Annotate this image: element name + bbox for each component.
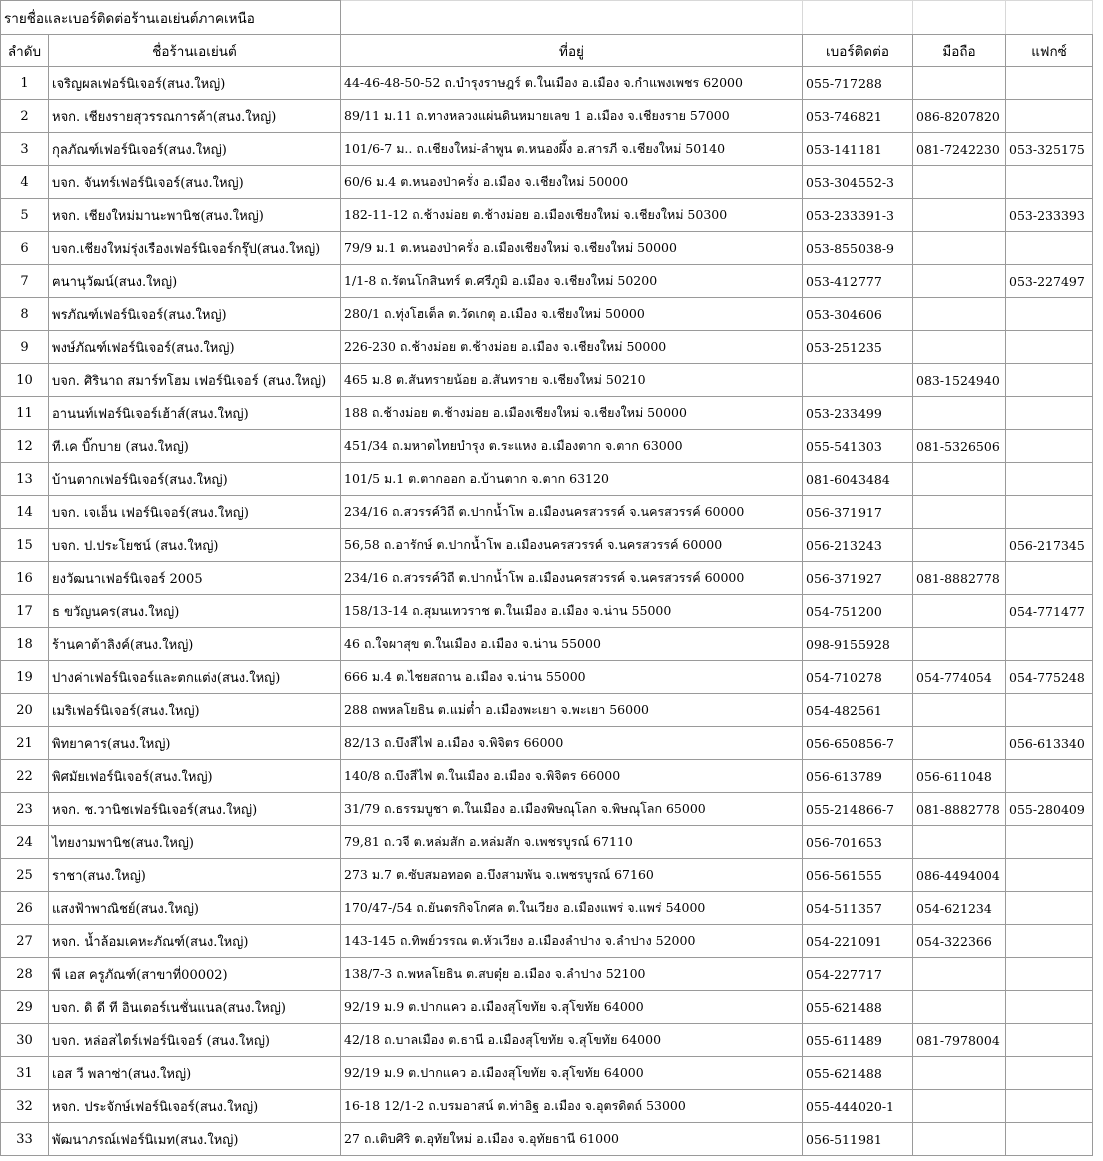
table-row: [1, 826, 1093, 859]
cell-index[interactable]: 27: [1, 925, 49, 958]
cell-fax[interactable]: [1006, 892, 1093, 925]
cell-agent-name[interactable]: ราชา(สนง.ใหญ่): [49, 859, 341, 892]
cell-phone[interactable]: 054-221091: [803, 925, 913, 958]
cell-index[interactable]: 17: [1, 595, 49, 628]
table-row: [1, 628, 1093, 661]
cell-fax[interactable]: [1006, 496, 1093, 529]
table-row: [1, 331, 1093, 364]
cell-address[interactable]: 182-11-12 ถ.ช้างม่อย ต.ช้างม่อย อ.เมืองเชียงใหม่ จ.เชียงใหม่ 50300: [341, 199, 803, 232]
cell-index[interactable]: 30: [1, 1024, 49, 1057]
cell-address[interactable]: 138/7-3 ถ.พหลโยธิน ต.สบตุ๋ย อ.เมือง จ.ลำปาง 52100: [341, 958, 803, 991]
cell-phone[interactable]: 053-412777: [803, 265, 913, 298]
cell-index[interactable]: 10: [1, 364, 49, 397]
cell-index[interactable]: 6: [1, 232, 49, 265]
table-row: [1, 562, 1093, 595]
cell-mobile[interactable]: [913, 529, 1006, 562]
cell-address[interactable]: 273 ม.7 ต.ซับสมอทอด อ.บึงสามพัน จ.เพชรบูรณ์ 67160: [341, 859, 803, 892]
cell-agent-name[interactable]: เจริญผลเฟอร์นิเจอร์(สนง.ใหญ่): [49, 67, 341, 100]
sheet-title[interactable]: รายชื่อและเบอร์ติดต่อร้านเอเย่นต์ภาคเหนือ: [1, 1, 341, 35]
cell-mobile[interactable]: [913, 463, 1006, 496]
table-row: [1, 265, 1093, 298]
cell-index[interactable]: 13: [1, 463, 49, 496]
cell-mobile[interactable]: [913, 628, 1006, 661]
cell-fax[interactable]: [1006, 1024, 1093, 1057]
cell-mobile[interactable]: [913, 826, 1006, 859]
cell-agent-name[interactable]: พิทยาคาร(สนง.ใหญ่): [49, 727, 341, 760]
cell-mobile[interactable]: [913, 595, 1006, 628]
empty-cell[interactable]: [341, 1, 803, 35]
cell-agent-name[interactable]: ธ ขวัญนคร(สนง.ใหญ่): [49, 595, 341, 628]
cell-phone[interactable]: 055-621488: [803, 991, 913, 1024]
cell-address[interactable]: 288 ถพหลโยธิน ต.แม่ต๋ำ อ.เมืองพะเยา จ.พะเยา 56000: [341, 694, 803, 727]
cell-fax[interactable]: [1006, 232, 1093, 265]
cell-agent-name[interactable]: เอส วี พลาซ่า(สนง.ใหญ่): [49, 1057, 341, 1090]
cell-address[interactable]: 234/16 ถ.สวรรค์วิถี ต.ปากน้ำโพ อ.เมืองนครสวรรค์ จ.นครสวรรค์ 60000: [341, 562, 803, 595]
cell-address[interactable]: 143-145 ถ.ทิพย์วรรณ ต.หัวเวียง อ.เมืองลำปาง จ.ลำปาง 52000: [341, 925, 803, 958]
cell-agent-name[interactable]: บจก. หล่อสไตร์เฟอร์นิเจอร์ (สนง.ใหญ่): [49, 1024, 341, 1057]
cell-agent-name[interactable]: บจก. ดิ ดี ที อินเตอร์เนชั่นแนล(สนง.ใหญ่): [49, 991, 341, 1024]
cell-address[interactable]: 60/6 ม.4 ต.หนองป่าครั่ง อ.เมือง จ.เชียงใหม่ 50000: [341, 166, 803, 199]
cell-address[interactable]: 140/8 ถ.บึงสีไฟ ต.ในเมือง อ.เมือง จ.พิจิตร 66000: [341, 760, 803, 793]
cell-index[interactable]: 3: [1, 133, 49, 166]
cell-fax[interactable]: [1006, 991, 1093, 1024]
cell-address[interactable]: 31/79 ถ.ธรรมบูชา ต.ในเมือง อ.เมืองพิษณุโลก จ.พิษณุโลก 65000: [341, 793, 803, 826]
column-header-address[interactable]: ที่อยู่: [341, 35, 803, 67]
cell-mobile[interactable]: [913, 397, 1006, 430]
cell-mobile[interactable]: 054-774054: [913, 661, 1006, 694]
table-row: [1, 529, 1093, 562]
cell-phone[interactable]: 053-746821: [803, 100, 913, 133]
cell-index[interactable]: 1: [1, 67, 49, 100]
cell-address[interactable]: 16-18 12/1-2 ถ.บรมอาสน์ ต.ท่าอิฐ อ.เมือง จ.อุตรดิตถ์ 53000: [341, 1090, 803, 1123]
cell-agent-name[interactable]: หจก. ช.วานิชเฟอร์นิเจอร์(สนง.ใหญ่): [49, 793, 341, 826]
table-row: [1, 397, 1093, 430]
table-row: [1, 364, 1093, 397]
cell-mobile[interactable]: 081-8882778: [913, 793, 1006, 826]
cell-mobile[interactable]: [913, 298, 1006, 331]
table-row: [1, 232, 1093, 265]
cell-fax[interactable]: [1006, 298, 1093, 331]
cell-mobile[interactable]: 081-7978004: [913, 1024, 1006, 1057]
cell-address[interactable]: 280/1 ถ.ทุ่งโฮเต็ล ต.วัดเกตุ อ.เมือง จ.เชียงใหม่ 50000: [341, 298, 803, 331]
cell-fax[interactable]: 056-217345: [1006, 529, 1093, 562]
cell-fax[interactable]: 054-771477: [1006, 595, 1093, 628]
table-row: [1, 199, 1093, 232]
cell-fax[interactable]: [1006, 364, 1093, 397]
table-row: [1, 1123, 1093, 1156]
cell-mobile[interactable]: 081-7242230: [913, 133, 1006, 166]
empty-cell[interactable]: [803, 1, 913, 35]
cell-index[interactable]: 2: [1, 100, 49, 133]
column-header-mobile[interactable]: มือถือ: [913, 35, 1006, 67]
cell-index[interactable]: 5: [1, 199, 49, 232]
table-row: [1, 1024, 1093, 1057]
cell-agent-name[interactable]: บ้านตากเฟอร์นิเจอร์(สนง.ใหญ่): [49, 463, 341, 496]
cell-phone[interactable]: 053-233391-3: [803, 199, 913, 232]
cell-address[interactable]: 79,81 ถ.วจี ต.หล่มสัก อ.หล่มสัก จ.เพชรบูรณ์ 67110: [341, 826, 803, 859]
cell-agent-name[interactable]: พัฒนาภรณ์เฟอร์นิเมท(สนง.ใหญ่): [49, 1123, 341, 1156]
cell-agent-name[interactable]: พี เอส ครูภัณฑ์(สาขาที่00002): [49, 958, 341, 991]
cell-phone[interactable]: 053-855038-9: [803, 232, 913, 265]
cell-address[interactable]: 42/18 ถ.บาลเมือง ต.ธานี อ.เมืองสุโขทัย จ.สุโขทัย 64000: [341, 1024, 803, 1057]
cell-agent-name[interactable]: พิศมัยเฟอร์นิเจอร์(สนง.ใหญ่): [49, 760, 341, 793]
empty-cell[interactable]: [913, 1, 1006, 35]
table-row: [1, 892, 1093, 925]
cell-agent-name[interactable]: บจก.เชียงใหม่รุ่งเรืองเฟอร์นิเจอร์กรุ๊ป(สนง.ใหญ่): [49, 232, 341, 265]
table-row: [1, 496, 1093, 529]
cell-fax[interactable]: 055-280409: [1006, 793, 1093, 826]
cell-index[interactable]: 21: [1, 727, 49, 760]
cell-phone[interactable]: 053-233499: [803, 397, 913, 430]
cell-index[interactable]: 19: [1, 661, 49, 694]
cell-mobile[interactable]: [913, 199, 1006, 232]
cell-phone[interactable]: 055-621488: [803, 1057, 913, 1090]
cell-mobile[interactable]: [913, 694, 1006, 727]
cell-mobile[interactable]: 081-8882778: [913, 562, 1006, 595]
table-row: [1, 133, 1093, 166]
cell-phone[interactable]: 056-511981: [803, 1123, 913, 1156]
title-row: [1, 1, 1093, 35]
cell-address[interactable]: 234/16 ถ.สวรรค์วิถี ต.ปากน้ำโพ อ.เมืองนครสวรรค์ จ.นครสวรรค์ 60000: [341, 496, 803, 529]
cell-agent-name[interactable]: ร้านคาต้าลิงค์(สนง.ใหญ่): [49, 628, 341, 661]
cell-phone[interactable]: 054-710278: [803, 661, 913, 694]
cell-fax[interactable]: [1006, 100, 1093, 133]
cell-agent-name[interactable]: หจก. น้ำล้อมเคหะภัณฑ์(สนง.ใหญ่): [49, 925, 341, 958]
cell-index[interactable]: 22: [1, 760, 49, 793]
cell-phone[interactable]: 098-9155928: [803, 628, 913, 661]
cell-agent-name[interactable]: ปางค่าเฟอร์นิเจอร์และตกแต่ง(สนง.ใหญ่): [49, 661, 341, 694]
cell-index[interactable]: 11: [1, 397, 49, 430]
cell-fax[interactable]: [1006, 925, 1093, 958]
cell-phone[interactable]: 056-213243: [803, 529, 913, 562]
cell-fax[interactable]: [1006, 463, 1093, 496]
cell-fax[interactable]: [1006, 628, 1093, 661]
cell-address[interactable]: 451/34 ถ.มหาดไทยบำรุง ต.ระแหง อ.เมืองตาก จ.ตาก 63000: [341, 430, 803, 463]
cell-fax[interactable]: [1006, 397, 1093, 430]
cell-agent-name[interactable]: ไทยงามพานิช(สนง.ใหญ่): [49, 826, 341, 859]
cell-agent-name[interactable]: ยงวัฒนาเฟอร์นิเจอร์ 2005: [49, 562, 341, 595]
cell-index[interactable]: 18: [1, 628, 49, 661]
cell-mobile[interactable]: 083-1524940: [913, 364, 1006, 397]
cell-fax[interactable]: [1006, 958, 1093, 991]
cell-phone[interactable]: 053-141181: [803, 133, 913, 166]
cell-fax[interactable]: [1006, 760, 1093, 793]
column-header-name[interactable]: ชื่อร้านเอเย่นต์: [49, 35, 341, 67]
cell-fax[interactable]: [1006, 1123, 1093, 1156]
column-header-index[interactable]: ลำดับ: [1, 35, 49, 67]
cell-fax[interactable]: [1006, 331, 1093, 364]
cell-index[interactable]: 14: [1, 496, 49, 529]
cell-index[interactable]: 25: [1, 859, 49, 892]
cell-fax[interactable]: [1006, 1090, 1093, 1123]
cell-phone[interactable]: 055-717288: [803, 67, 913, 100]
cell-phone[interactable]: 055-444020-1: [803, 1090, 913, 1123]
table-row: [1, 694, 1093, 727]
table-row: [1, 595, 1093, 628]
cell-index[interactable]: 7: [1, 265, 49, 298]
table-row: [1, 958, 1093, 991]
cell-index[interactable]: 16: [1, 562, 49, 595]
cell-agent-name[interactable]: บจก. เจเอ็น เฟอร์นิเจอร์(สนง.ใหญ่): [49, 496, 341, 529]
cell-phone[interactable]: 053-304552-3: [803, 166, 913, 199]
cell-mobile[interactable]: [913, 331, 1006, 364]
cell-mobile[interactable]: [913, 1057, 1006, 1090]
cell-agent-name[interactable]: ฅนานุวัฒน์(สนง.ใหญ่): [49, 265, 341, 298]
cell-phone[interactable]: 055-611489: [803, 1024, 913, 1057]
cell-phone[interactable]: 056-561555: [803, 859, 913, 892]
table-row: [1, 67, 1093, 100]
cell-address[interactable]: 46 ถ.ใจผาสุข ต.ในเมือง อ.เมือง จ.น่าน 55000: [341, 628, 803, 661]
cell-mobile[interactable]: [913, 1090, 1006, 1123]
cell-fax[interactable]: [1006, 694, 1093, 727]
table-row: [1, 727, 1093, 760]
empty-cell[interactable]: [1006, 1, 1093, 35]
cell-address[interactable]: 465 ม.8 ต.สันทรายน้อย อ.สันทราย จ.เชียงใหม่ 50210: [341, 364, 803, 397]
cell-mobile[interactable]: [913, 958, 1006, 991]
cell-index[interactable]: 12: [1, 430, 49, 463]
cell-address[interactable]: 101/6-7 ม.. ถ.เชียงใหม่-ลำพูน ต.หนองผึ้ง อ.สารภี จ.เชียงใหม่ 50140: [341, 133, 803, 166]
cell-phone[interactable]: 056-650856-7: [803, 727, 913, 760]
cell-mobile[interactable]: 081-5326506: [913, 430, 1006, 463]
table-row: [1, 925, 1093, 958]
cell-fax[interactable]: 053-227497: [1006, 265, 1093, 298]
cell-mobile[interactable]: [913, 1123, 1006, 1156]
cell-phone[interactable]: 055-541303: [803, 430, 913, 463]
cell-address[interactable]: 27 ถ.เติบศิริ ต.อุทัยใหม่ อ.เมือง จ.อุทัยธานี 61000: [341, 1123, 803, 1156]
cell-fax[interactable]: [1006, 562, 1093, 595]
cell-agent-name[interactable]: หจก. เชียงรายสุวรรณการค้า(สนง.ใหญ่): [49, 100, 341, 133]
cell-address[interactable]: 1/1-8 ถ.รัตนโกสินทร์ ต.ศรีภูมิ อ.เมือง จ.เชียงใหม่ 50200: [341, 265, 803, 298]
cell-agent-name[interactable]: บจก. ป.ประโยชน์ (สนง.ใหญ่): [49, 529, 341, 562]
table-row: [1, 661, 1093, 694]
cell-address[interactable]: 666 ม.4 ต.ไชยสถาน อ.เมือง จ.น่าน 55000: [341, 661, 803, 694]
cell-address[interactable]: 188 ถ.ช้างม่อย ต.ช้างม่อย อ.เมืองเชียงใหม่ จ.เชียงใหม่ 50000: [341, 397, 803, 430]
cell-phone[interactable]: 056-613789: [803, 760, 913, 793]
cell-mobile[interactable]: 054-621234: [913, 892, 1006, 925]
cell-mobile[interactable]: 056-611048: [913, 760, 1006, 793]
table-row: [1, 298, 1093, 331]
cell-agent-name[interactable]: อานนท์เฟอร์นิเจอร์เฮ้าส์(สนง.ใหญ่): [49, 397, 341, 430]
cell-index[interactable]: 29: [1, 991, 49, 1024]
cell-agent-name[interactable]: หจก. เชียงใหม่มานะพานิช(สนง.ใหญ่): [49, 199, 341, 232]
cell-index[interactable]: 32: [1, 1090, 49, 1123]
cell-index[interactable]: 23: [1, 793, 49, 826]
cell-index[interactable]: 31: [1, 1057, 49, 1090]
cell-phone[interactable]: 081-6043484: [803, 463, 913, 496]
cell-phone[interactable]: 053-304606: [803, 298, 913, 331]
table-row: [1, 430, 1093, 463]
cell-phone[interactable]: 056-701653: [803, 826, 913, 859]
table-row: [1, 793, 1093, 826]
cell-fax[interactable]: [1006, 67, 1093, 100]
cell-index[interactable]: 15: [1, 529, 49, 562]
cell-mobile[interactable]: [913, 265, 1006, 298]
cell-phone[interactable]: 056-371927: [803, 562, 913, 595]
cell-index[interactable]: 20: [1, 694, 49, 727]
cell-address[interactable]: 170/47-/54 ถ.ยันตรกิจโกศล ต.ในเวียง อ.เมืองแพร่ จ.แพร่ 54000: [341, 892, 803, 925]
table-row: [1, 100, 1093, 133]
cell-index[interactable]: 26: [1, 892, 49, 925]
cell-fax[interactable]: [1006, 1057, 1093, 1090]
cell-agent-name[interactable]: แสงฟ้าพาณิชย์(สนง.ใหญ่): [49, 892, 341, 925]
cell-phone[interactable]: 054-482561: [803, 694, 913, 727]
cell-index[interactable]: 28: [1, 958, 49, 991]
cell-fax[interactable]: [1006, 430, 1093, 463]
cell-agent-name[interactable]: พงษ์ภัณฑ์เฟอร์นิเจอร์(สนง.ใหญ่): [49, 331, 341, 364]
column-header-phone[interactable]: เบอร์ติดต่อ: [803, 35, 913, 67]
header-row: [1, 35, 1093, 67]
cell-address[interactable]: 56,58 ถ.อารักษ์ ต.ปากน้ำโพ อ.เมืองนครสวรรค์ จ.นครสวรรค์ 60000: [341, 529, 803, 562]
cell-phone[interactable]: 054-511357: [803, 892, 913, 925]
cell-mobile[interactable]: 086-8207820: [913, 100, 1006, 133]
cell-agent-name[interactable]: ที.เค บิ๊กบาย (สนง.ใหญ่): [49, 430, 341, 463]
cell-index[interactable]: 8: [1, 298, 49, 331]
cell-address[interactable]: 158/13-14 ถ.สุมนเทวราช ต.ในเมือง อ.เมือง จ.น่าน 55000: [341, 595, 803, 628]
cell-mobile[interactable]: [913, 166, 1006, 199]
cell-address[interactable]: 89/11 ม.11 ถ.ทางหลวงแผ่นดินหมายเลข 1 อ.เมือง จ.เชียงราย 57000: [341, 100, 803, 133]
cell-mobile[interactable]: 054-322366: [913, 925, 1006, 958]
table-row: [1, 859, 1093, 892]
cell-phone[interactable]: 054-227717: [803, 958, 913, 991]
cell-mobile[interactable]: [913, 496, 1006, 529]
table-row: [1, 1057, 1093, 1090]
cell-index[interactable]: 4: [1, 166, 49, 199]
cell-fax[interactable]: [1006, 166, 1093, 199]
cell-mobile[interactable]: [913, 232, 1006, 265]
cell-address[interactable]: 82/13 ถ.บึงสีไฟ อ.เมือง จ.พิจิตร 66000: [341, 727, 803, 760]
cell-address[interactable]: 226-230 ถ.ช้างม่อย ต.ช้างม่อย อ.เมือง จ.เชียงใหม่ 50000: [341, 331, 803, 364]
cell-fax[interactable]: 054-775248: [1006, 661, 1093, 694]
cell-mobile[interactable]: 086-4494004: [913, 859, 1006, 892]
cell-phone[interactable]: 055-214866-7: [803, 793, 913, 826]
cell-address[interactable]: 92/19 ม.9 ต.ปากแคว อ.เมืองสุโขทัย จ.สุโขทัย 64000: [341, 1057, 803, 1090]
cell-address[interactable]: 92/19 ม.9 ต.ปากแคว อ.เมืองสุโขทัย จ.สุโขทัย 64000: [341, 991, 803, 1024]
cell-address[interactable]: 79/9 ม.1 ต.หนองป่าครั่ง อ.เมืองเชียงใหม่ จ.เชียงใหม่ 50000: [341, 232, 803, 265]
cell-agent-name[interactable]: บจก. จันทร์เฟอร์นิเจอร์(สนง.ใหญ่): [49, 166, 341, 199]
cell-fax[interactable]: 053-325175: [1006, 133, 1093, 166]
cell-fax[interactable]: 056-613340: [1006, 727, 1093, 760]
cell-fax[interactable]: 053-233393: [1006, 199, 1093, 232]
cell-phone[interactable]: [803, 364, 913, 397]
cell-agent-name[interactable]: พรภัณฑ์เฟอร์นิเจอร์(สนง.ใหญ่): [49, 298, 341, 331]
cell-mobile[interactable]: [913, 727, 1006, 760]
cell-index[interactable]: 24: [1, 826, 49, 859]
cell-mobile[interactable]: [913, 991, 1006, 1024]
cell-address[interactable]: 44-46-48-50-52 ถ.บำรุงราษฎร์ ต.ในเมือง อ.เมือง จ.กำแพงเพชร 62000: [341, 67, 803, 100]
table-row: [1, 991, 1093, 1024]
cell-fax[interactable]: [1006, 826, 1093, 859]
cell-agent-name[interactable]: หจก. ประจักษ์เฟอร์นิเจอร์(สนง.ใหญ่): [49, 1090, 341, 1123]
cell-agent-name[interactable]: กุลภัณฑ์เฟอร์นิเจอร์(สนง.ใหญ่): [49, 133, 341, 166]
cell-agent-name[interactable]: เมริเฟอร์นิเจอร์(สนง.ใหญ่): [49, 694, 341, 727]
cell-phone[interactable]: 053-251235: [803, 331, 913, 364]
table-row: [1, 463, 1093, 496]
column-header-fax[interactable]: แฟกซ์: [1006, 35, 1093, 67]
cell-phone[interactable]: 054-751200: [803, 595, 913, 628]
cell-address[interactable]: 101/5 ม.1 ต.ตากออก อ.บ้านตาก จ.ตาก 63120: [341, 463, 803, 496]
table-row: [1, 1090, 1093, 1123]
table-row: [1, 760, 1093, 793]
cell-agent-name[interactable]: บจก. ศิรินาถ สมาร์ทโฮม เฟอร์นิเจอร์ (สนง.ใหญ่): [49, 364, 341, 397]
cell-phone[interactable]: 056-371917: [803, 496, 913, 529]
cell-index[interactable]: 33: [1, 1123, 49, 1156]
cell-fax[interactable]: [1006, 859, 1093, 892]
cell-index[interactable]: 9: [1, 331, 49, 364]
cell-mobile[interactable]: [913, 67, 1006, 100]
table-row: [1, 166, 1093, 199]
